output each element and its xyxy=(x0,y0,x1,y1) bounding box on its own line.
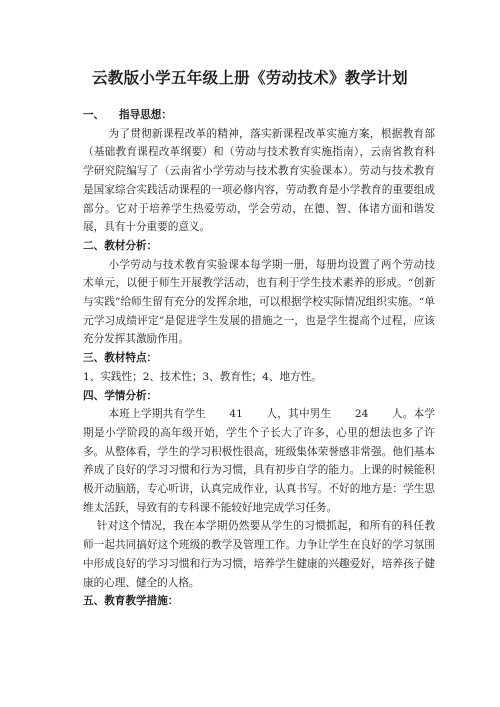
section-number: 三、 xyxy=(83,352,105,365)
section-number: 二、 xyxy=(83,239,105,252)
section-title: 教材分析： xyxy=(104,239,158,252)
section-number: 五、 xyxy=(83,595,105,608)
section-paragraph: 为了贯彻新课程改革的精神，落实新课程改革实施方案，根据教育部（基础教育课程改革纲要）和（劳动与技术教育实施指南），云南省教育科学研究院编写了（云南省小学劳动与技术教育实验课本）。劳动与技术教育是国家综合实践活动课程的一项必修内容，劳动教育是小学教育的重要组成部分。它对于培养学生热爱劳动，学会劳动，在德、智、体诸方面和谐发展，具有十分重要的意义。 xyxy=(83,127,435,234)
section-paragraph: 小学劳动与技术教育实验课本每学期一册，每册均设置了两个劳动技术单元，以便于师生开展教学活动，也有利于学生技术素养的形成。“创新与实践”给师生留有充分的发挥余地，可以根据学校实际情况组织实施。“单元学习成绩评定”是促进学生发展的措施之一，也是学生提高个过程，应该充分发挥其激励作用。 xyxy=(83,258,435,346)
section-paragraph: 1、实践性；2、技术性；3、教育性；4、地方性。 xyxy=(83,370,322,383)
section-title: 教育教学措施： xyxy=(104,595,179,608)
section-title: 教材特点： xyxy=(104,352,158,365)
section-heading-4 xyxy=(83,387,435,406)
section-heading-2 xyxy=(83,237,435,256)
document-title: 云教版小学五年级上册《劳动技术》教学计划 xyxy=(91,68,408,87)
boy-count: 24 xyxy=(354,408,369,421)
section-heading-1 xyxy=(83,106,435,125)
student-analysis-paragraph xyxy=(83,405,435,517)
section-number: 四、 xyxy=(83,389,105,402)
student-count: 41 xyxy=(229,408,243,421)
section-title: 学情分析： xyxy=(104,389,158,402)
section-number: 一、 xyxy=(83,109,105,121)
document-body xyxy=(83,106,435,611)
analysis-text: 人，其中男生 xyxy=(266,408,332,421)
analysis-text: 人。本学期是小学阶段的高年级开始，学生个子长大了许多，心里的想法也多了许多。从整体看，学生的学习积极性很高，班级集体荣誉感非常强。他们基本养成了良好的学习习惯和行为习惯，具有初步自学的能力。上课的时候能积极开动脑筋，专心听讲，认真完成作业，认真书写。不好的地方是：学生思维太活跃，导致有的专科课不能较好地完成学习任务。 xyxy=(83,408,436,514)
section-heading-5 xyxy=(83,592,435,611)
analysis-text: 本班上学期共有学生 xyxy=(108,408,207,421)
section-title: 指导思想： xyxy=(119,109,172,121)
section-heading-3 xyxy=(83,349,435,368)
section-paragraph: 针对这个情况，我在本学期仍然要从学生的习惯抓起，和所有的科任教师一起共同搞好这个班级的教学及管理工作。力争让学生在良好的学习氛围中形成良好的学习习惯和行为习惯，培养学生健康的兴趣爱好，培养孩子健康的心理、健全的人格。 xyxy=(83,520,435,589)
